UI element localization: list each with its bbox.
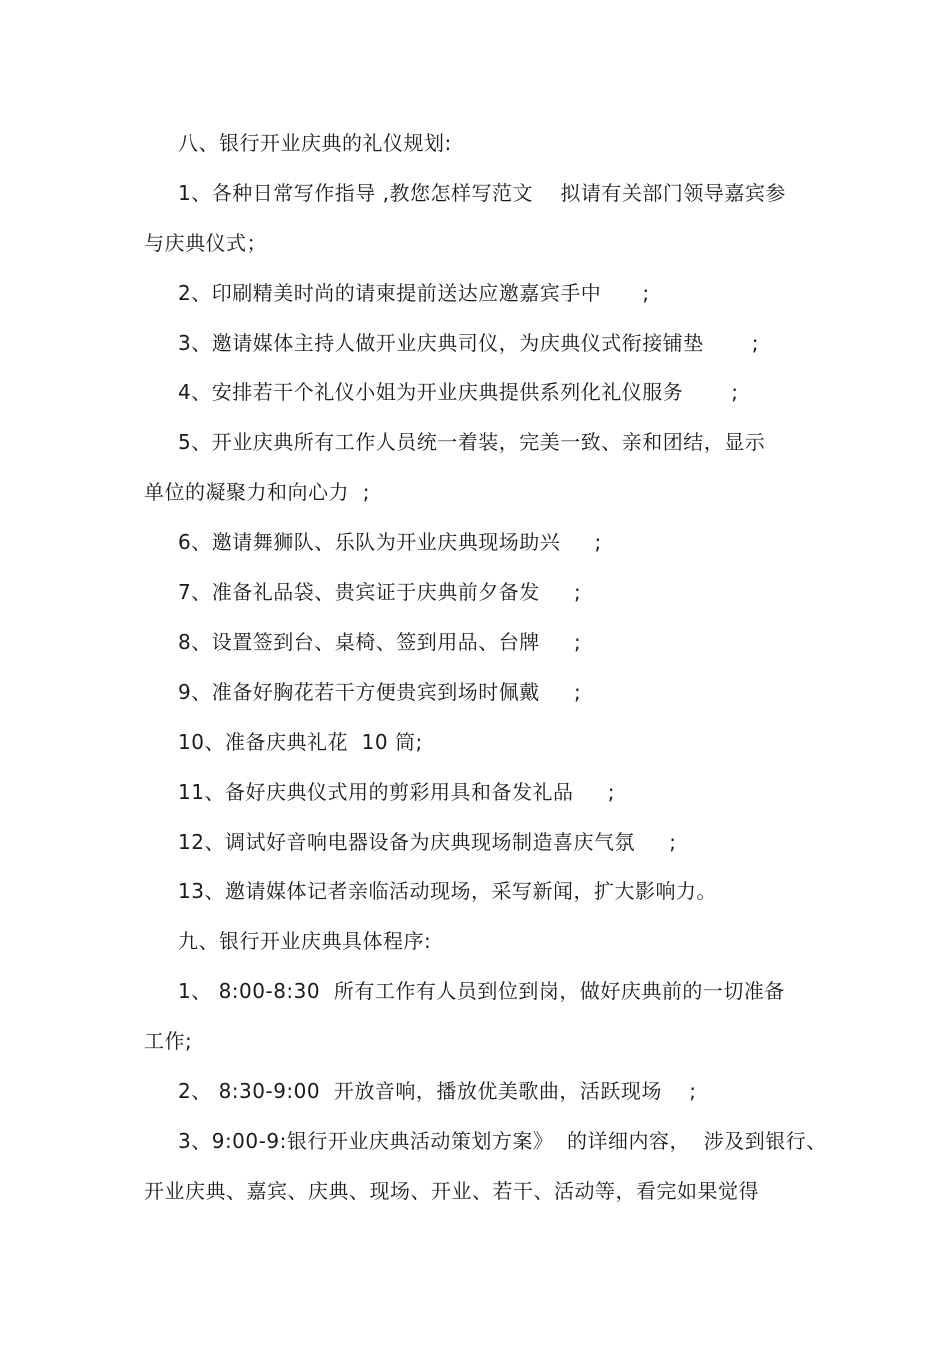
section-heading-procedure: 九、银行开业庆典具体程序: — [178, 929, 432, 953]
paragraph-line: 工作; — [144, 1029, 193, 1053]
paragraph-line: 2、 8:30-9:00 开放音响，播放优美歌曲，活跃现场 ; — [178, 1079, 697, 1103]
paragraph-line: 8、设置签到台、桌椅、签到用品、台牌 ; — [178, 630, 582, 654]
paragraph-line: 2、印刷精美时尚的请柬提前送达应邀嘉宾手中 ; — [178, 281, 650, 305]
paragraph-line: 6、邀请舞狮队、乐队为开业庆典现场助兴 ; — [178, 530, 602, 554]
paragraph-line: 12、调试好音响电器设备为庆典现场制造喜庆气氛 ; — [178, 830, 677, 854]
paragraph-line: 与庆典仪式； — [144, 231, 267, 255]
paragraph-line: 7、准备礼品袋、贵宾证于庆典前夕备发 ; — [178, 580, 582, 604]
paragraph-line: 1、 8:00-8:30 所有工作有人员到位到岗，做好庆典前的一切准备 — [178, 979, 785, 1003]
paragraph-line: 3、邀请媒体主持人做开业庆典司仪，为庆典仪式衔接铺垫 ; — [178, 331, 759, 355]
paragraph-line: 1、各种日常写作指导 ,教您怎样写范文 拟请有关部门领导嘉宾参 — [178, 181, 786, 205]
paragraph-line: 10、准备庆典礼花 10 筒; — [178, 730, 423, 754]
paragraph-line: 3、9:00-9:银行开业庆典活动策划方案》 的详细内容， 涉及到银行、 — [178, 1129, 827, 1153]
paragraph-line: 开业庆典、嘉宾、庆典、现场、开业、若干、活动等，看完如果觉得 — [144, 1179, 759, 1203]
paragraph-line: 11、备好庆典仪式用的剪彩用具和备发礼品 ; — [178, 780, 615, 804]
paragraph-line: 13、邀请媒体记者亲临活动现场，采写新闻，扩大影响力。 — [178, 879, 717, 903]
paragraph-line: 5、开业庆典所有工作人员统一着装，完美一致、亲和团结，显示 — [178, 430, 766, 454]
section-heading-etiquette: 八、银行开业庆典的礼仪规划: — [178, 131, 452, 155]
paragraph-line: 9、准备好胸花若干方便贵宾到场时佩戴 ; — [178, 680, 582, 704]
paragraph-line: 单位的凝聚力和向心力 ; — [144, 480, 370, 504]
paragraph-line: 4、安排若干个礼仪小姐为开业庆典提供系列化礼仪服务 ; — [178, 380, 739, 404]
